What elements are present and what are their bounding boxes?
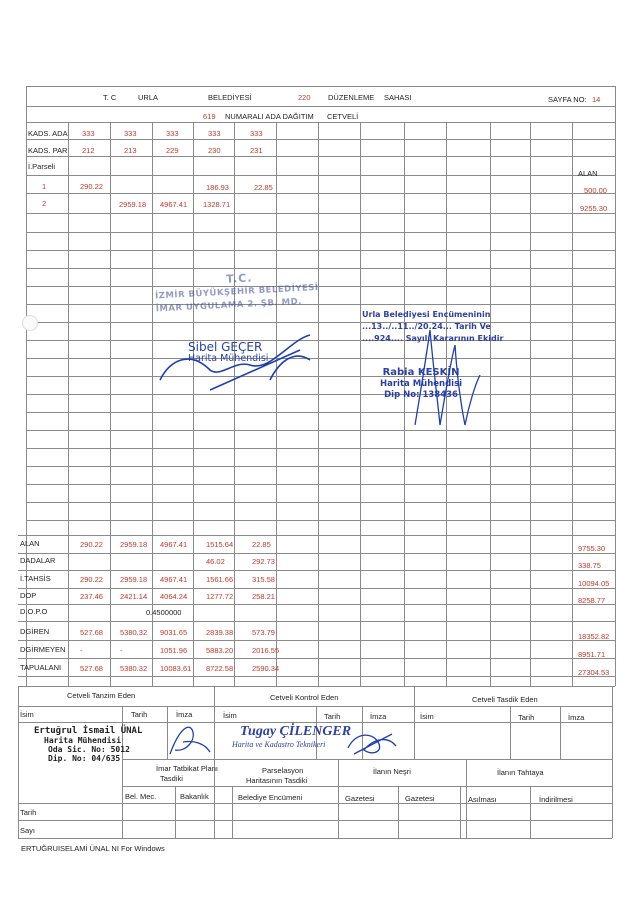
maker-name: Ertuğrul İsmail ÜNAL (34, 726, 143, 736)
made-by-header: Cetveli Tanzim Eden (67, 691, 136, 700)
grid-vline (232, 786, 233, 838)
grid-hline (18, 604, 615, 605)
grid-hline (26, 106, 615, 107)
maker-stamp (34, 726, 142, 763)
parcel-2-v3: 4967.41 (160, 200, 188, 209)
grid-vline (460, 786, 461, 838)
summary-value: 1277.72 (206, 592, 234, 601)
signature-controller-icon (344, 728, 400, 758)
grid-hline (18, 640, 615, 641)
summary-total: 10094.05 (578, 579, 610, 588)
parcel-2-v2: 2959.18 (119, 200, 147, 209)
summary-value: 0.4500000 (146, 608, 182, 617)
page-number: 14 (592, 95, 601, 104)
summary-value: - (120, 646, 123, 655)
summary-total: 8258.77 (578, 596, 606, 605)
summary-label: TAPUALANI (20, 663, 62, 672)
summary-value: 237.46 (80, 592, 103, 601)
grid-hline (18, 676, 615, 677)
summary-total: 9755.30 (578, 544, 606, 553)
grid-hline (26, 156, 615, 157)
summary-label: D.O.P.O (20, 607, 48, 616)
summary-value: 4967.41 (160, 540, 188, 549)
grid-vline (414, 686, 415, 706)
maker-title: Harita Mühendisi (44, 736, 122, 745)
grid-hline (18, 535, 615, 536)
imza-label-2: İmza (370, 712, 387, 721)
summary-value: 5380.32 (120, 664, 148, 673)
summary-value: 527.68 (80, 664, 103, 673)
grid-vline (466, 759, 467, 838)
maker-chamber: Oda Sic. No: 5012 (48, 745, 130, 754)
indirilmesi: İndirilmesi (539, 795, 573, 804)
bel-mec: Bel. Mec. (125, 792, 157, 801)
stamp-urla-l1: Urla Belediyesi Encümeninin (362, 310, 491, 319)
summary-value: 2959.18 (120, 575, 148, 584)
stamp-urla-l3: ....924.... Sayılı Kararının Ekidir (362, 334, 504, 343)
kads-par-2: 213 (124, 146, 137, 155)
header-code: 220 (298, 93, 311, 102)
parcel-2-v4: 1328.71 (203, 200, 231, 209)
asilmasi: Asılması (468, 795, 497, 804)
page-label: SAYFA NO: (548, 95, 587, 104)
grid-hline (122, 786, 612, 787)
summary-value: 258.21 (252, 592, 275, 601)
summary-label: DGİRMEYEN (20, 645, 66, 654)
kads-par-3: 229 (166, 146, 179, 155)
header-municipality: BELEDİYESİ (208, 93, 252, 102)
parcel-1-v4: 186.93 (206, 183, 229, 192)
summary-total: 8951.71 (578, 650, 606, 659)
software-credit: ERTUĞRUISELAMİ ÜNAL NI For Windows (21, 844, 165, 853)
grid-hline (26, 520, 615, 521)
summary-value: 2839.38 (206, 628, 234, 637)
alan-header: ALAN (578, 169, 598, 178)
footer-right (612, 686, 613, 838)
header-area-word: SAHASI (384, 93, 412, 102)
kads-ada-5: 333 (250, 129, 263, 138)
stamp-sibel-title: Harita Mühendisi (188, 353, 269, 364)
grid-vline (572, 122, 573, 686)
grid-vline (214, 686, 215, 706)
summary-value: 4064.24 (160, 592, 188, 601)
summary-value: 22.85 (252, 540, 271, 549)
tarih-label-3: Tarih (518, 713, 535, 722)
grid-hline (26, 484, 615, 485)
grid-hline (26, 430, 615, 431)
grid-vline (530, 786, 531, 838)
summary-value: 2421.14 (120, 592, 148, 601)
grid-vline (414, 706, 415, 759)
kads-par-4: 230 (208, 146, 221, 155)
summary-value: 292.73 (252, 557, 275, 566)
grid-hline (18, 820, 612, 821)
isim-label-1: İsim (20, 710, 34, 719)
grid-hline (18, 838, 612, 839)
parcel-1-total: 500.00 (584, 186, 607, 195)
header-tc: T. C (103, 93, 117, 102)
summary-label: DGİREN (20, 627, 50, 636)
header-town: URLA (138, 93, 159, 102)
grid-vline (560, 706, 561, 759)
kads-ada-4: 333 (208, 129, 221, 138)
summary-value: 1561.66 (206, 575, 234, 584)
tarih-label-1: Tarih (131, 710, 148, 719)
summary-value: 527.68 (80, 628, 103, 637)
grid-hline (18, 553, 615, 554)
grid-hline (18, 722, 612, 723)
summary-total: 338.75 (578, 561, 601, 570)
stamp-urla-l2: ...13../..11../20.24... Tarih Ve (362, 322, 491, 331)
summary-value: 2016.55 (252, 646, 280, 655)
parcel-1-v5: 22.85 (254, 183, 273, 192)
grid-hline (26, 250, 615, 251)
grid-vline (193, 122, 194, 686)
summary-value: 290.22 (80, 575, 103, 584)
summary-value: 2590.34 (252, 664, 280, 673)
punch-hole (22, 315, 38, 331)
summary-value: - (80, 646, 83, 655)
summary-value: 8722.58 (206, 664, 234, 673)
summary-value: 46.02 (206, 557, 225, 566)
block-number: 619 (203, 112, 216, 121)
parcel-1-no: 1 (42, 182, 47, 191)
stamp-izmir-line2: İZMİR BÜYÜKŞEHİR BELEDİYESİ (154, 282, 319, 302)
imza-label-1: İmza (176, 710, 193, 719)
isim-label-2: İsim (223, 711, 237, 720)
gazetesi-2: Gazetesi (405, 794, 435, 803)
grid-hline (18, 570, 615, 571)
tarih-row-label: Tarih (20, 808, 37, 817)
imza-label-3: İmza (568, 713, 585, 722)
imar-label-1: İmar Tatbikat Planı (156, 764, 218, 773)
grid-hline (26, 466, 615, 467)
frame-right (615, 86, 616, 686)
grid-hline (18, 621, 615, 622)
parcel-2-total: 9255.30 (580, 204, 608, 213)
footer-left (18, 686, 19, 838)
parcel-1-v1: 290.22 (80, 182, 103, 191)
grid-vline (318, 122, 319, 686)
summary-value: 290.22 (80, 540, 103, 549)
stamp-izmir-tc: T.C. (225, 271, 253, 286)
grid-hline (26, 139, 615, 140)
grid-vline (338, 786, 339, 838)
grid-hline (26, 175, 615, 176)
grid-hline (26, 122, 615, 123)
grid-vline (360, 122, 361, 686)
stamp-rabia-title: Harita Mühendisi (380, 379, 463, 389)
grid-vline (530, 122, 531, 686)
summary-value: 315.58 (252, 575, 275, 584)
kads-par-label: KADS. PAR (28, 146, 68, 155)
ilanin-nesri: İlanın Neşri (373, 767, 411, 776)
grid-vline (276, 122, 277, 686)
summary-label: ALAN (20, 539, 40, 548)
summary-total: 18352.82 (578, 632, 610, 641)
grid-vline (68, 122, 69, 686)
pars-label-1: Parselasyon (262, 766, 304, 775)
isim-label-3: İsim (420, 712, 434, 721)
summary-value: 1051.96 (160, 646, 188, 655)
signature-maker-icon (165, 722, 215, 758)
summary-label: İ.TAHSİS (20, 574, 51, 583)
header-plan: DÜZENLEME (328, 93, 375, 102)
grid-vline (510, 706, 511, 759)
summary-label: DADALAR (20, 556, 56, 565)
grid-hline (26, 502, 615, 503)
grid-hline (18, 706, 612, 707)
grid-vline (398, 786, 399, 838)
summary-value: 573.79 (252, 628, 275, 637)
grid-vline (175, 786, 176, 838)
tarih-label-2: Tarih (324, 712, 341, 721)
parseli-label: İ.Parseli (28, 162, 56, 171)
kads-ada-2: 333 (124, 129, 137, 138)
summary-value: 10083.61 (160, 664, 192, 673)
pars-label-2: Haritasının Tasdiki (246, 776, 308, 785)
sheet-title-2: CETVELİ (327, 112, 359, 121)
sayi-row-label: Sayı (20, 826, 36, 835)
signature-rabia-icon (395, 325, 495, 435)
grid-vline (122, 759, 123, 838)
summary-total: 27304.53 (578, 668, 610, 677)
grid-hline (18, 658, 615, 659)
ilanin-tahtaya: İlanın Tahtaya (497, 768, 544, 777)
summary-value: 9031.65 (160, 628, 188, 637)
grid-hline (26, 213, 615, 214)
approve-header: Cetveli Tasdik Eden (472, 695, 538, 704)
stamp-rabia-dip: Dip No: 138436 (384, 390, 458, 400)
grid-hline (26, 448, 615, 449)
summary-value: 4967.41 (160, 575, 188, 584)
summary-label: DOP (20, 591, 37, 600)
kads-ada-3: 333 (166, 129, 179, 138)
grid-hline (122, 759, 612, 760)
controller-title: Harita ve Kadastro Teknikeri (232, 740, 326, 749)
grid-vline (152, 122, 153, 686)
kads-ada-1: 333 (82, 129, 95, 138)
summary-value: 5883.20 (206, 646, 234, 655)
summary-value: 1515.64 (206, 540, 234, 549)
gazetesi-1: Gazetesi (345, 794, 375, 803)
stamp-izmir-line3: İMAR UYGULAMA 2. ŞB. MD. (155, 296, 303, 315)
grid-hline (26, 193, 615, 194)
kads-ada-label: KADS. ADA (28, 129, 68, 138)
grid-hline (18, 803, 612, 804)
stamp-rabia-name: Rabia KESKİN (382, 367, 460, 378)
controller-stamp (232, 724, 351, 749)
grid-vline (110, 122, 111, 686)
imar-label-2: Tasdiki (160, 774, 183, 783)
control-header: Cetveli Kontrol Eden (270, 693, 339, 702)
signature-sibel-icon (150, 320, 330, 400)
frame-top (26, 86, 615, 87)
stamp-sibel-name: Sibel GEÇER (188, 340, 263, 354)
maker-dip: Dip. No: 04/635 (48, 754, 121, 763)
bakanlik: Bakanlık (180, 792, 209, 801)
grid-vline (234, 122, 235, 686)
sheet-title: NUMARALI ADA DAĞITIM (225, 112, 314, 121)
grid-hline (18, 588, 615, 589)
grid-hline (26, 412, 615, 413)
summary-value: 2959.18 (120, 540, 148, 549)
grid-hline (18, 686, 612, 687)
kads-par-5: 231 (250, 146, 263, 155)
controller-name: Tugay ÇİLENGER (240, 724, 352, 739)
bel-encumeni: Belediye Encümeni (238, 793, 303, 802)
summary-value: 5380.32 (120, 628, 148, 637)
grid-hline (26, 232, 615, 233)
kads-par-1: 212 (82, 146, 95, 155)
parcel-2-no: 2 (42, 199, 47, 208)
